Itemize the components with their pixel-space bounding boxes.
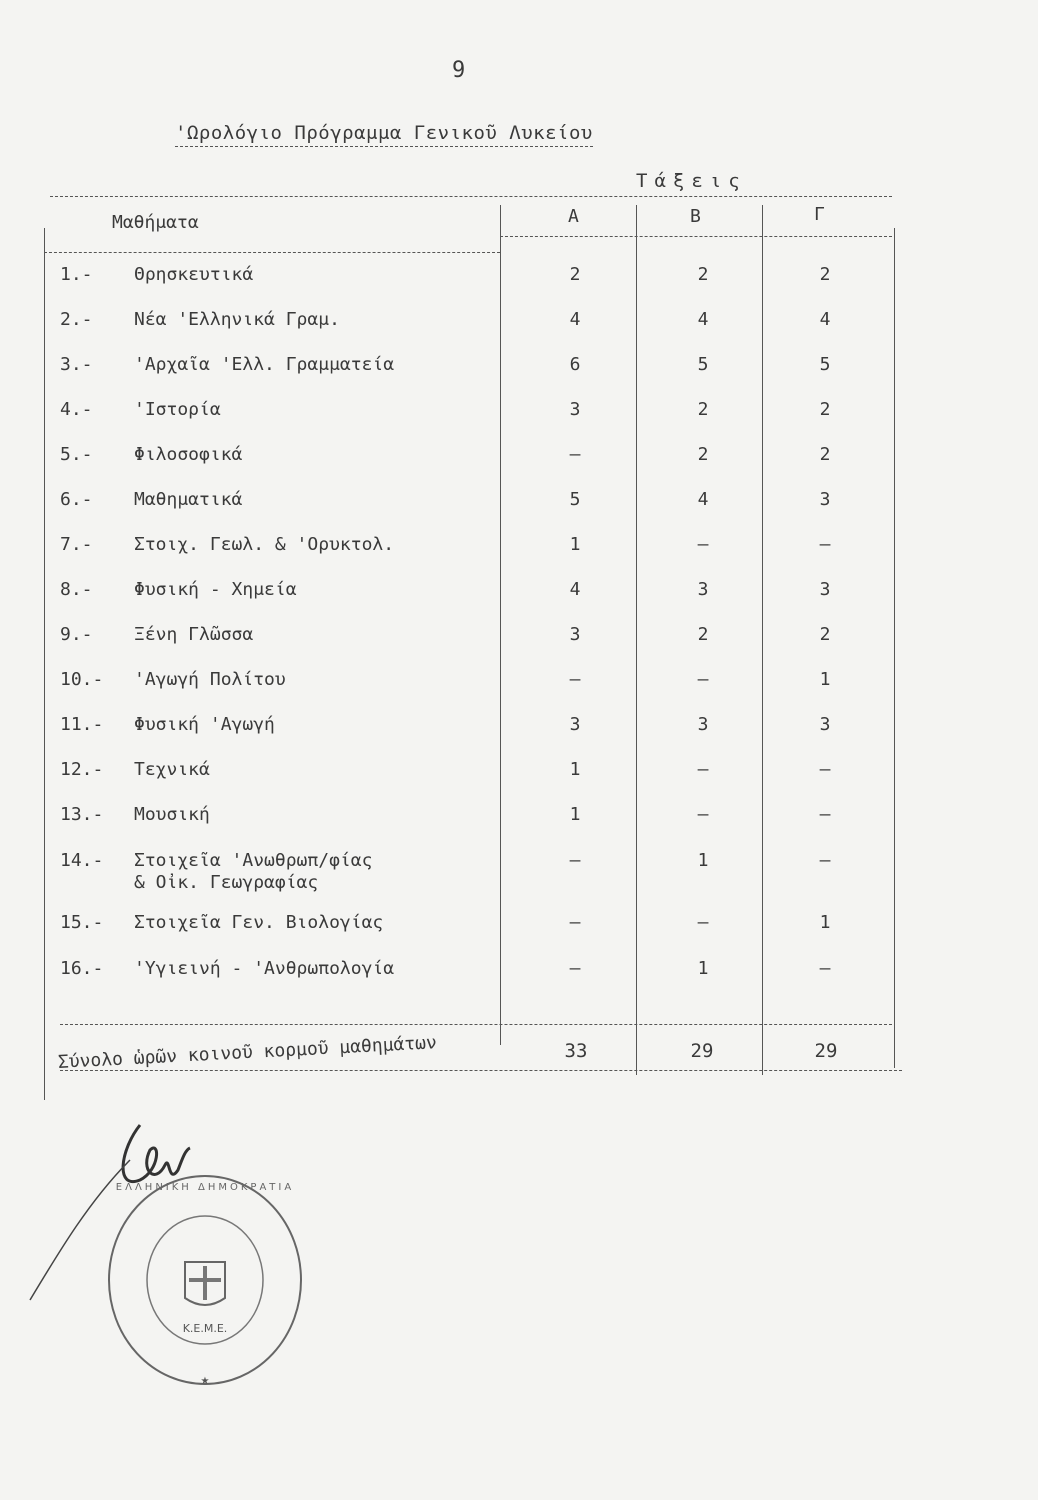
hours-class-b: 2 xyxy=(697,264,709,285)
table-row xyxy=(0,850,1038,893)
hours-class-g: 2 xyxy=(819,444,831,465)
hours-class-b: 3 xyxy=(697,714,709,735)
hours-class-a: – xyxy=(569,444,581,465)
subject-name: Στοιχεῖα 'Ανωθρωπ/φίας xyxy=(134,850,373,871)
hours-class-a: 4 xyxy=(569,309,581,330)
hours-class-a: – xyxy=(569,850,581,871)
hours-class-g: 3 xyxy=(819,489,831,510)
subject-name: Φυσική - Χημεία xyxy=(134,579,297,600)
hours-class-g: 4 xyxy=(819,309,831,330)
hours-class-a: – xyxy=(569,958,581,979)
hours-class-a: 2 xyxy=(569,264,581,285)
stamp-outer-text: ΕΛΛΗΝΙΚΗ ΔΗΜΟΚΡΑΤΙΑ xyxy=(115,1182,295,1193)
hours-class-g: 3 xyxy=(819,579,831,600)
total-a: 33 xyxy=(564,1040,588,1062)
hours-class-b: 4 xyxy=(697,309,709,330)
table-row xyxy=(0,579,1038,609)
subjects-heading: Μαθήματα xyxy=(112,212,199,233)
hours-class-a: 1 xyxy=(569,804,581,825)
hours-class-a: 4 xyxy=(569,579,581,600)
row-number: 16.- xyxy=(60,958,104,979)
row-number: 14.- xyxy=(60,850,104,871)
table-top-rule xyxy=(50,196,892,197)
subject-name: 'Αγωγή Πολίτου xyxy=(134,669,286,690)
total-b: 29 xyxy=(690,1040,714,1062)
hours-class-g: 2 xyxy=(819,264,831,285)
row-number: 6.- xyxy=(60,489,93,510)
hours-class-g: 3 xyxy=(819,714,831,735)
table-row xyxy=(0,444,1038,474)
row-number: 5.- xyxy=(60,444,93,465)
stamp-star-icon: ★ xyxy=(200,1372,210,1388)
hours-class-g: – xyxy=(819,958,831,979)
row-number: 15.- xyxy=(60,912,104,933)
total-bottom-rule xyxy=(60,1070,902,1071)
row-number: 9.- xyxy=(60,624,93,645)
hours-class-b: 4 xyxy=(697,489,709,510)
hours-class-b: 1 xyxy=(697,850,709,871)
table-row xyxy=(0,399,1038,429)
hours-class-a: 1 xyxy=(569,534,581,555)
subject-name: Στοιχεῖα Γεν. Βιολογίας xyxy=(134,912,384,933)
hours-class-a: – xyxy=(569,669,581,690)
row-number: 10.- xyxy=(60,669,104,690)
subject-name-continued: & Οἰκ. Γεωγραφίας xyxy=(134,872,319,893)
subject-name: Θρησκευτικά xyxy=(134,264,254,285)
hours-class-g: 1 xyxy=(819,912,831,933)
table-row xyxy=(0,669,1038,699)
hours-class-g: 2 xyxy=(819,399,831,420)
page-number: 9 xyxy=(452,58,466,83)
row-number: 13.- xyxy=(60,804,104,825)
col-b-heading: Β xyxy=(690,206,701,227)
hours-class-g: – xyxy=(819,534,831,555)
table-row xyxy=(0,912,1038,942)
hours-class-a: 1 xyxy=(569,759,581,780)
hours-class-a: – xyxy=(569,912,581,933)
header-bottom-rule-right xyxy=(500,236,892,237)
table-bottom-rule xyxy=(60,1024,892,1025)
hours-class-g: 2 xyxy=(819,624,831,645)
subject-name: Φυσική 'Αγωγή xyxy=(134,714,275,735)
table-row xyxy=(0,759,1038,789)
subject-name: Στοιχ. Γεωλ. & 'Ορυκτολ. xyxy=(134,534,395,555)
hours-class-b: 5 xyxy=(697,354,709,375)
hours-class-b: – xyxy=(697,804,709,825)
table-row xyxy=(0,714,1038,744)
table-row xyxy=(0,489,1038,519)
row-number: 4.- xyxy=(60,399,93,420)
row-number: 7.- xyxy=(60,534,93,555)
hours-class-a: 3 xyxy=(569,399,581,420)
subject-name: Ξένη Γλῶσσα xyxy=(134,624,254,645)
hours-class-b: 2 xyxy=(697,444,709,465)
row-number: 2.- xyxy=(60,309,93,330)
hours-class-a: 6 xyxy=(569,354,581,375)
hours-class-g: — xyxy=(819,759,831,780)
row-number: 1.- xyxy=(60,264,93,285)
subject-name: Νέα 'Ελληνικά Γραμ. xyxy=(134,309,340,330)
hours-class-a: 3 xyxy=(569,714,581,735)
subject-name: 'Ιστορία xyxy=(134,399,221,420)
hours-class-a: 3 xyxy=(569,624,581,645)
hours-class-g: 1 xyxy=(819,669,831,690)
hours-class-g: – xyxy=(819,850,831,871)
hours-class-b: – xyxy=(697,759,709,780)
hours-class-b: 2 xyxy=(697,399,709,420)
row-number: 11.- xyxy=(60,714,104,735)
row-number: 8.- xyxy=(60,579,93,600)
subject-name: Τεχνικά xyxy=(134,759,210,780)
col-a-heading: Α xyxy=(568,206,579,227)
hours-class-b: – xyxy=(697,669,709,690)
row-number: 12.- xyxy=(60,759,104,780)
official-stamp xyxy=(100,1170,310,1400)
subject-name: 'Υγιεινή - 'Ανθρωπολογία xyxy=(134,958,395,979)
hours-class-b: 1 xyxy=(697,958,709,979)
table-row xyxy=(0,804,1038,834)
subject-name: Φιλοσοφικά xyxy=(134,444,243,465)
table-row xyxy=(0,958,1038,988)
total-label: Σύνολο ὡρῶν κοινοῦ κορμοῦ μαθημάτων xyxy=(57,1032,438,1073)
subject-name: Μουσική xyxy=(134,804,210,825)
table-row xyxy=(0,309,1038,339)
classes-heading: Τάξεις xyxy=(636,170,747,192)
col-g-heading: Γ xyxy=(814,204,825,225)
page-title: 'Ωρολόγιο Πρόγραμμα Γενικοῦ Λυκείου xyxy=(175,122,593,147)
total-g: 29 xyxy=(814,1040,838,1062)
subject-name: Μαθηματικά xyxy=(134,489,243,510)
row-number: 3.- xyxy=(60,354,93,375)
subject-name: 'Αρχαῖα 'Ελλ. Γραμματεία xyxy=(134,354,395,375)
header-bottom-rule xyxy=(44,252,500,253)
table-row xyxy=(0,354,1038,384)
table-row xyxy=(0,264,1038,294)
table-row xyxy=(0,534,1038,564)
hours-class-b: 3 xyxy=(697,579,709,600)
hours-class-b: 2 xyxy=(697,624,709,645)
hours-class-g: – xyxy=(819,804,831,825)
hours-class-a: 5 xyxy=(569,489,581,510)
table-row xyxy=(0,624,1038,654)
stamp-inner-text: Κ.Ε.Μ.Ε. xyxy=(182,1322,228,1335)
hours-class-g: 5 xyxy=(819,354,831,375)
hours-class-b: – xyxy=(697,912,709,933)
hours-class-b: – xyxy=(697,534,709,555)
